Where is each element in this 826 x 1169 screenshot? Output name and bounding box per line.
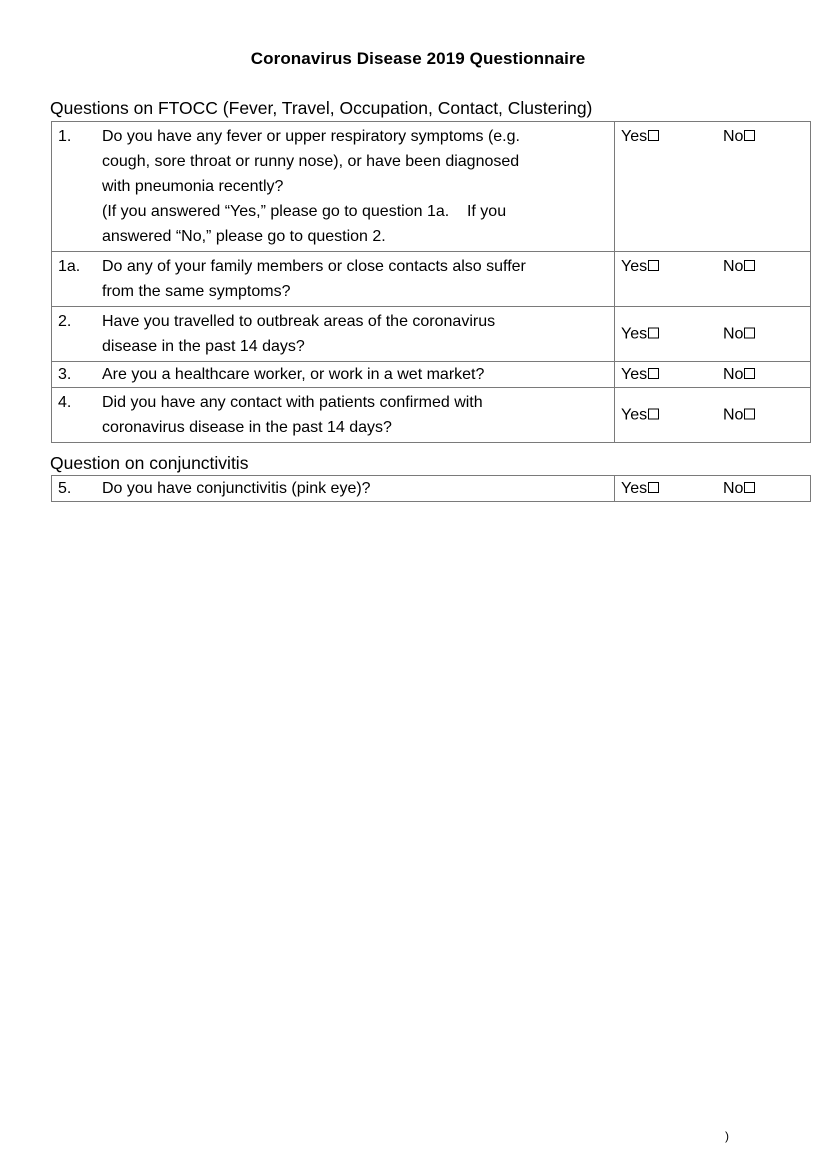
no-option[interactable] (723, 254, 755, 279)
no-label: No (723, 128, 744, 145)
question-number: 4. (58, 394, 72, 411)
question-line: disease in the past 14 days? (102, 338, 305, 355)
question-text (102, 362, 610, 387)
yes-label: Yes (621, 128, 648, 145)
yes-option[interactable] (621, 362, 723, 387)
no-option[interactable] (723, 476, 755, 501)
question-line: Do you have any fever or upper respiratory symptoms (e.g. (102, 128, 520, 145)
question-text (102, 124, 610, 249)
section-heading-ftocc: Questions on FTOCC (Fever, Travel, Occupation, Contact, Clustering) (50, 98, 593, 118)
question-number: 1. (58, 128, 72, 145)
yes-option[interactable] (621, 254, 723, 279)
no-label: No (723, 406, 744, 424)
yes-checkbox[interactable] (648, 368, 659, 379)
yes-checkbox[interactable] (648, 328, 659, 339)
yes-label: Yes (621, 406, 648, 424)
question-line: coronavirus disease in the past 14 days? (102, 419, 392, 436)
no-checkbox[interactable] (744, 130, 755, 141)
answer-cell (615, 362, 811, 388)
yes-label: Yes (621, 480, 648, 497)
question-number: 2. (58, 313, 72, 330)
section-heading-conjunctivitis: Question on conjunctivitis (50, 453, 249, 473)
answer-cell (615, 122, 811, 252)
question-cell (52, 476, 615, 502)
no-option[interactable] (723, 362, 755, 387)
no-option[interactable] (723, 322, 755, 347)
question-text (102, 390, 610, 440)
footer-mark: ) (725, 1129, 729, 1143)
no-option[interactable] (723, 403, 755, 428)
question-row-4 (52, 388, 811, 443)
question-line: Did you have any contact with patients confirmed with (102, 394, 483, 411)
page-title: Coronavirus Disease 2019 Questionnaire (250, 49, 586, 68)
question-text (102, 309, 610, 359)
yes-option[interactable] (621, 124, 723, 149)
yes-option[interactable] (621, 403, 723, 428)
question-line: Are you a healthcare worker, or work in a wet market? (102, 366, 485, 383)
question-text (102, 254, 610, 304)
no-label: No (723, 325, 744, 343)
question-row-1a (52, 252, 811, 307)
question-line: (If you answered “Yes,” please go to question 1a. If you (102, 203, 507, 220)
no-checkbox[interactable] (744, 328, 755, 339)
question-line: Have you travelled to outbreak areas of the coronavirus (102, 313, 496, 330)
question-line: from the same symptoms? (102, 283, 291, 300)
yes-checkbox[interactable] (648, 482, 659, 493)
question-cell (52, 307, 615, 362)
answer-cell (615, 252, 811, 307)
question-number: 5. (58, 480, 72, 497)
conjunctivitis-questions-table (51, 475, 811, 502)
question-line: Do you have conjunctivitis (pink eye)? (102, 480, 371, 497)
answer-cell (615, 307, 811, 362)
question-row-5 (52, 476, 811, 502)
question-line: with pneumonia recently? (102, 178, 284, 195)
question-line: cough, sore throat or runny nose), or have been diagnosed (102, 153, 520, 170)
question-number: 1a. (58, 258, 81, 275)
yes-checkbox[interactable] (648, 260, 659, 271)
question-line: Do any of your family members or close contacts also suffer (102, 258, 526, 275)
no-checkbox[interactable] (744, 409, 755, 420)
no-checkbox[interactable] (744, 260, 755, 271)
no-label: No (723, 258, 744, 275)
answer-cell (615, 388, 811, 443)
ftocc-questions-table (51, 121, 811, 443)
question-cell (52, 362, 615, 388)
question-cell (52, 388, 615, 443)
yes-checkbox[interactable] (648, 409, 659, 420)
no-label: No (723, 480, 744, 497)
question-row-2 (52, 307, 811, 362)
yes-label: Yes (621, 258, 648, 275)
yes-label: Yes (621, 366, 648, 383)
yes-option[interactable] (621, 322, 723, 347)
yes-checkbox[interactable] (648, 130, 659, 141)
yes-option[interactable] (621, 476, 723, 501)
question-row-3 (52, 362, 811, 388)
answer-cell (615, 476, 811, 502)
no-checkbox[interactable] (744, 482, 755, 493)
no-checkbox[interactable] (744, 368, 755, 379)
yes-label: Yes (621, 325, 648, 343)
question-text (102, 476, 610, 501)
no-option[interactable] (723, 124, 755, 149)
question-row-1 (52, 122, 811, 252)
question-number: 3. (58, 366, 72, 383)
question-cell (52, 252, 615, 307)
no-label: No (723, 366, 744, 383)
question-line: answered “No,” please go to question 2. (102, 228, 386, 245)
question-cell (52, 122, 615, 252)
